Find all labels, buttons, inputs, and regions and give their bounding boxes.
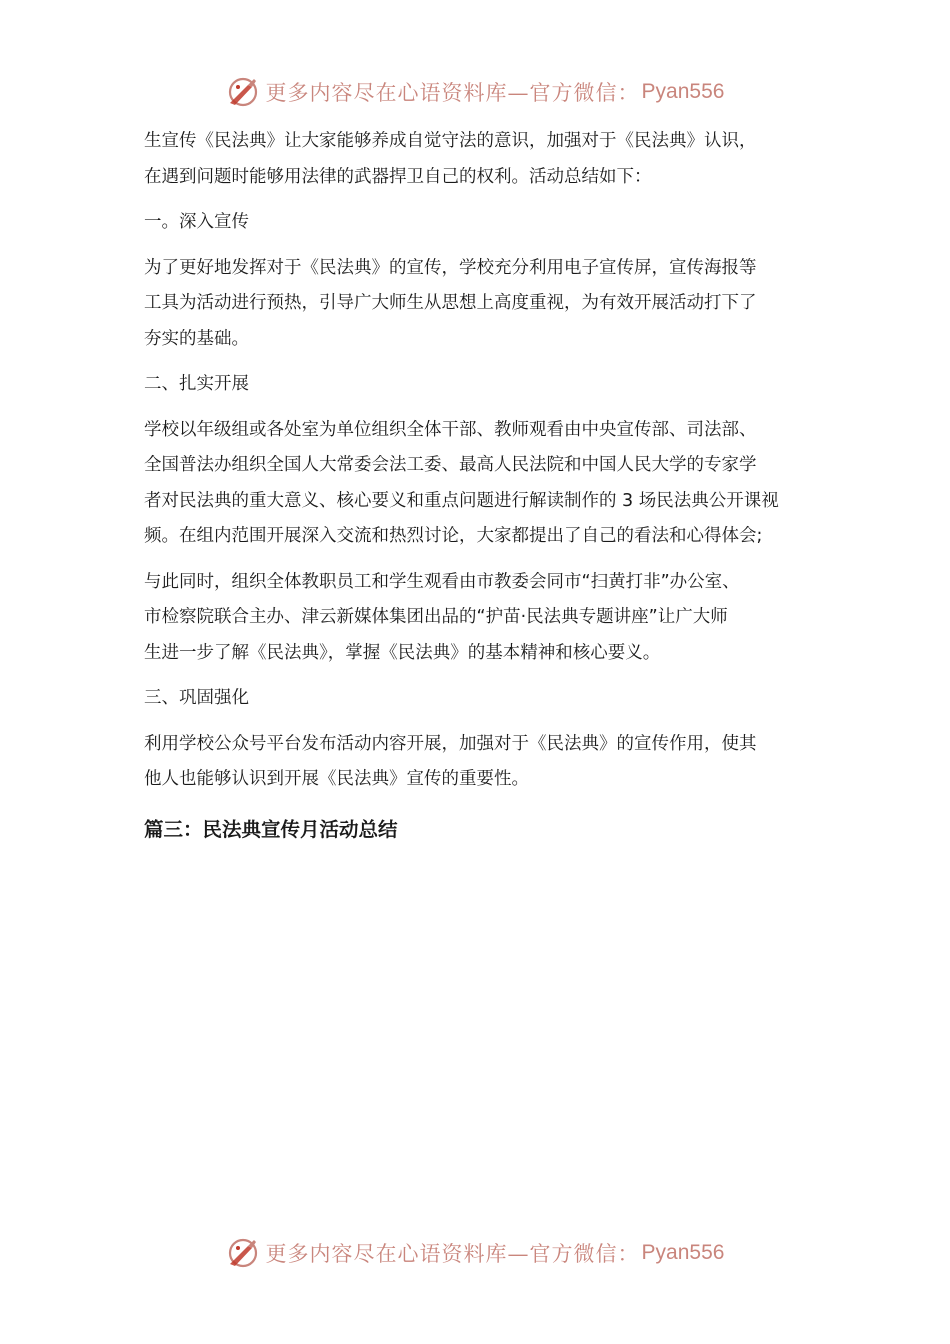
paragraph-line: 利用学校公众号平台发布活动内容开展，加强对于《民法典》的宣传作用，使其 <box>144 733 757 754</box>
watermark-header <box>0 72 950 112</box>
paragraph-line: 与此同时，组织全体教职员工和学生观看由市教委会同市“扫黄打非”办公室、 <box>144 571 740 592</box>
paragraph-line: 学校以年级组或各处室为单位组织全体干部、教师观看由中央宣传部、司法部、 <box>144 419 757 440</box>
pen-logo-icon <box>226 75 260 109</box>
paragraph-line: 工具为活动进行预热，引导广大师生从思想上高度重视，为有效开展活动打下了 <box>144 293 757 313</box>
watermark-id: Pyan556 <box>641 80 725 103</box>
paragraph-line: 者对民法典的重大意义、核心要义和重点问题进行解读制作的 3 场民法典公开课视 <box>144 490 779 511</box>
chapter-heading: 篇三：民法典宣传月活动总结 <box>144 817 398 841</box>
paragraph-line: 频。在组内范围开展深入交流和热烈讨论，大家都提出了自己的看法和心得体会; <box>144 526 763 546</box>
watermark-footer <box>0 1233 950 1273</box>
paragraph-line: 生进一步了解《民法典》，掌握《民法典》的基本精神和核心要义。 <box>144 642 661 663</box>
section-title-3: 三、巩固强化 <box>144 688 249 708</box>
watermark-text: 更多内容尽在心语资料库—官方微信： <box>265 1242 640 1266</box>
paragraph-line: 他人也能够认识到开展《民法典》宣传的重要性。 <box>144 769 529 789</box>
section-title-1: 一。深入宣传 <box>144 212 249 232</box>
section-title-2: 二、扎实开展 <box>144 374 249 394</box>
watermark-id: Pyan556 <box>641 1241 725 1264</box>
pen-logo-icon <box>226 1236 260 1270</box>
paragraph-line: 全国普法办组织全国人大常委会法工委、最高人民法院和中国人民大学的专家学 <box>144 455 757 475</box>
paragraph-line: 在遇到问题时能够用法律的武器捍卫自己的权利。活动总结如下： <box>144 166 652 187</box>
watermark-text: 更多内容尽在心语资料库—官方微信： <box>265 81 640 105</box>
paragraph-line: 为了更好地发挥对于《民法典》的宣传，学校充分利用电子宣传屏，宣传海报等 <box>144 257 757 278</box>
document-body <box>144 124 814 848</box>
paragraph-line: 生宣传《民法典》让大家能够养成自觉守法的意识，加强对于《民法典》认识， <box>144 131 757 151</box>
paragraph-line: 市检察院联合主办、津云新媒体集团出品的“护苗·民法典专题讲座”让广大师 <box>144 607 728 627</box>
paragraph-line: 夯实的基础。 <box>144 328 249 349</box>
